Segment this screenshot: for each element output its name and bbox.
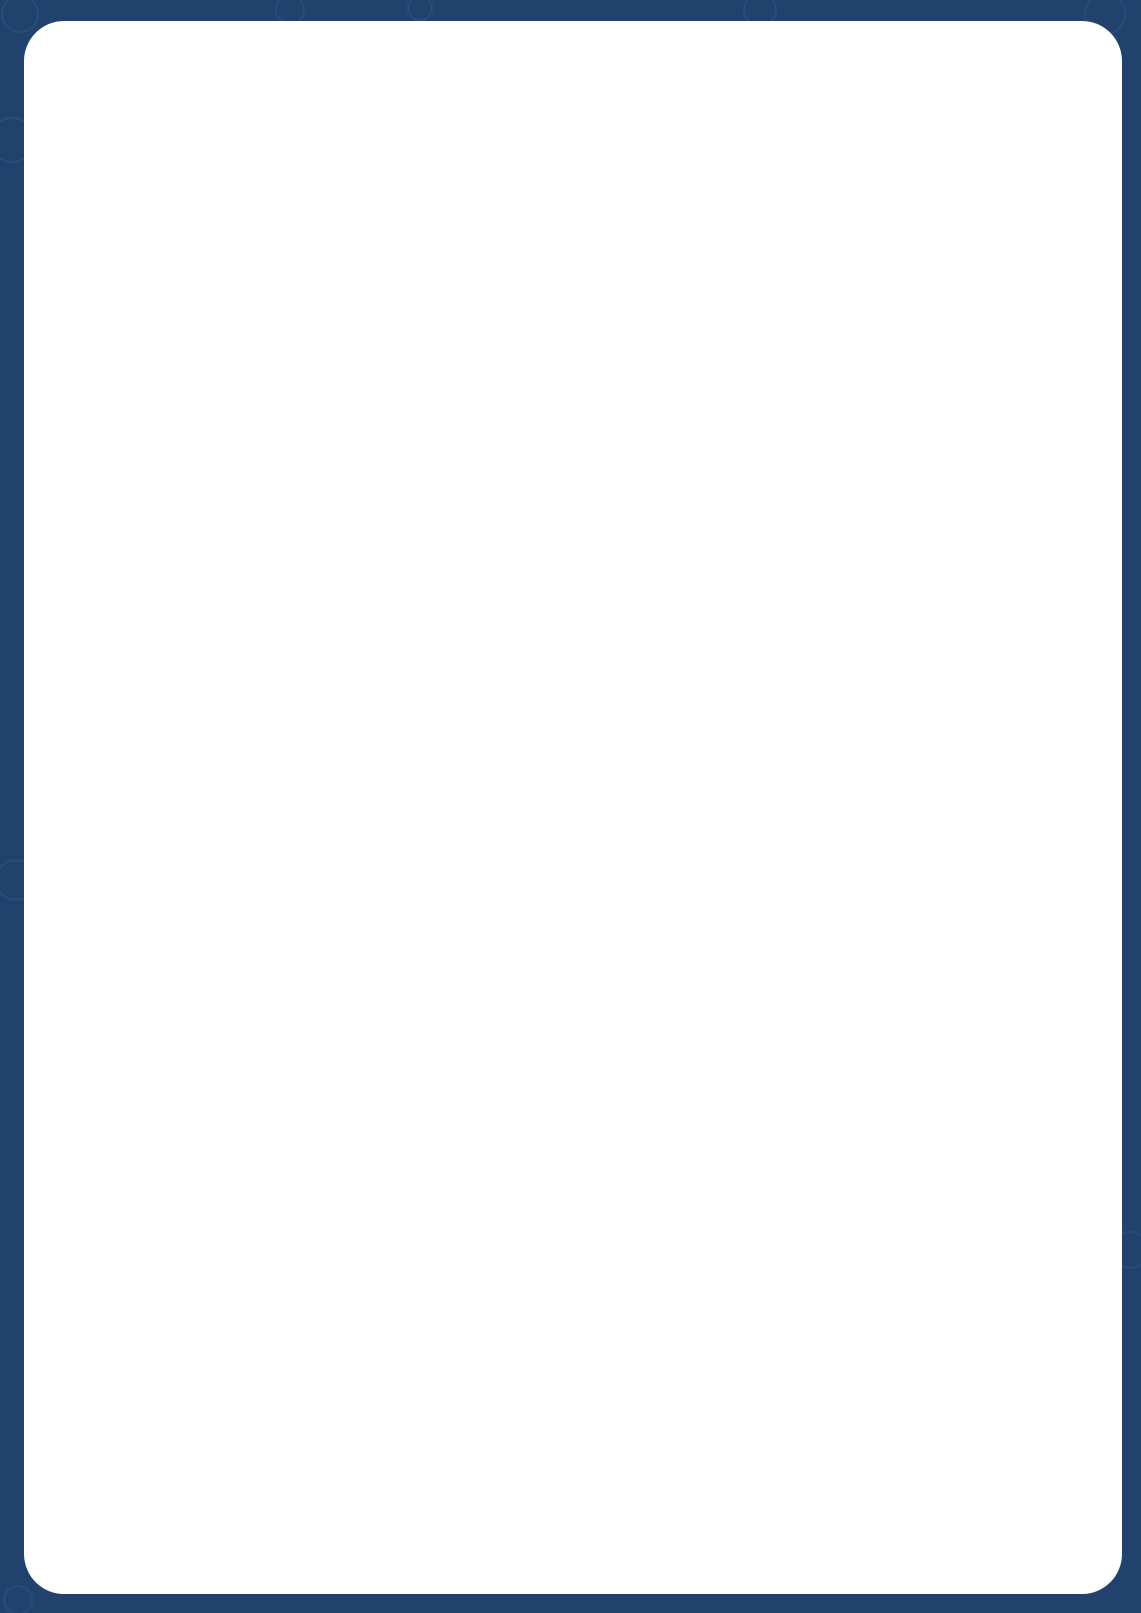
document-page: [24, 21, 1122, 1594]
